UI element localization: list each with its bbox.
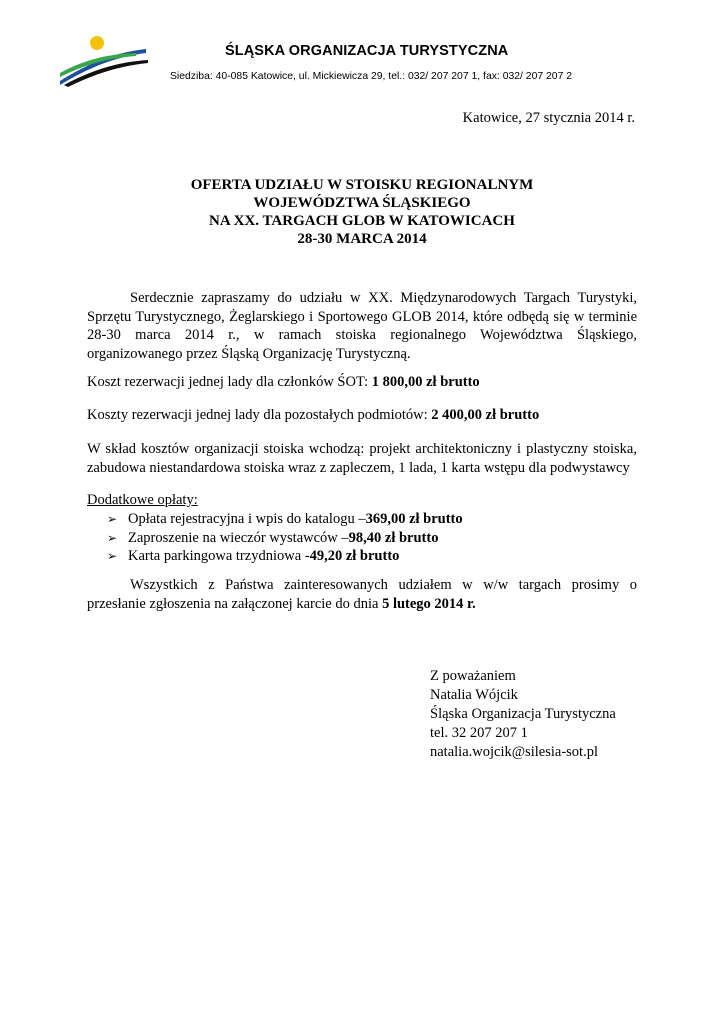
closing-paragraph xyxy=(87,576,637,613)
arrow-bullet-icon: ➢ xyxy=(107,530,118,545)
sot-logo-icon xyxy=(56,35,148,87)
additional-fees-heading: Dodatkowe opłaty: xyxy=(87,492,198,508)
title-line: NA XX. TARGACH GLOB W KATOWICACH xyxy=(209,213,515,229)
list-item xyxy=(107,510,463,529)
fee-value: 98,40 zł brutto xyxy=(348,529,439,546)
signature-organization: Śląska Organizacja Turystyczna xyxy=(430,706,616,722)
arrow-bullet-icon: ➢ xyxy=(107,549,118,563)
closing-text: Wszystkich z Państwa zainteresowanych udziałem w w/w targach prosimy o przesłanie zgłoszenia na załączonej karcie do dnia xyxy=(87,577,637,612)
cost-members-value: 1 800,00 zł brutto xyxy=(371,374,480,390)
cost-others-line xyxy=(87,406,637,425)
title-line: OFERTA UDZIAŁU W STOISKU REGIONALNYM xyxy=(190,177,534,193)
fee-label: Karta parkingowa trzydniowa - xyxy=(128,548,310,564)
fee-value: 369,00 zł brutto xyxy=(365,511,463,527)
signature-block xyxy=(430,667,616,762)
arrow-bullet-icon: ➢ xyxy=(107,512,118,526)
signature-name: Natalia Wójcik xyxy=(430,687,518,703)
closing-deadline: 5 lutego 2014 r. xyxy=(382,595,476,612)
organization-name: ŚLĄSKA ORGANIZACJA TURYSTYCZNA xyxy=(225,43,509,59)
title-line: WOJEWÓDZTWA ŚLĄSKIEGO xyxy=(253,195,471,211)
cost-members-line xyxy=(87,373,637,392)
fee-label: Opłata rejestracyjna i wpis do katalogu – xyxy=(128,511,366,527)
list-item xyxy=(107,529,463,548)
cost-members-label: Koszt rezerwacji jednej lady dla członków ŚOT: xyxy=(87,374,372,390)
cost-others-label: Koszty rezerwacji jednej lady dla pozostałych podmiotów: xyxy=(87,407,432,423)
fee-value: 49,20 zł brutto xyxy=(309,548,400,564)
signature-email: natalia.wojcik@silesia-sot.pl xyxy=(430,744,598,760)
organization-address: Siedziba: 40-085 Katowice, ul. Mickiewicza 29, tel.: 032/ 207 207 1, fax: 032/ 207 207 2 xyxy=(170,71,573,82)
list-item xyxy=(107,547,463,566)
cost-others-value: 2 400,00 zł brutto xyxy=(431,407,540,423)
fee-label: Zaproszenie na wieczór wystawców – xyxy=(128,529,349,546)
title-line: 28-30 MARCA 2014 xyxy=(297,231,427,247)
additional-fees-list xyxy=(107,510,463,566)
signature-phone: tel. 32 207 207 1 xyxy=(430,725,528,741)
included-costs-paragraph: W skład kosztów organizacji stoiska wchodzą: projekt architektoniczny i plastyczny stoiska, zabudowa niestandardowa stoiska wraz z zapleczem, 1 lada, 1 karta wstępu dla podwystawcy xyxy=(87,441,637,476)
signature-regards: Z poważaniem xyxy=(430,668,516,684)
document-title xyxy=(60,176,664,248)
intro-paragraph: Serdecznie zapraszamy do udziału w XX. Międzynarodowych Targach Turystyki, Sprzętu Turystycznego, Żeglarskiego i Sportowego GLOB 2014, które odbędą się w terminie 28-30 marca 2014 r., w ramach stoiska regionalnego Województwa Śląskiego, organizowanego przez Śląską Organizację Turystyczną. xyxy=(87,290,637,362)
letter-date: Katowice, 27 stycznia 2014 r. xyxy=(462,110,635,126)
